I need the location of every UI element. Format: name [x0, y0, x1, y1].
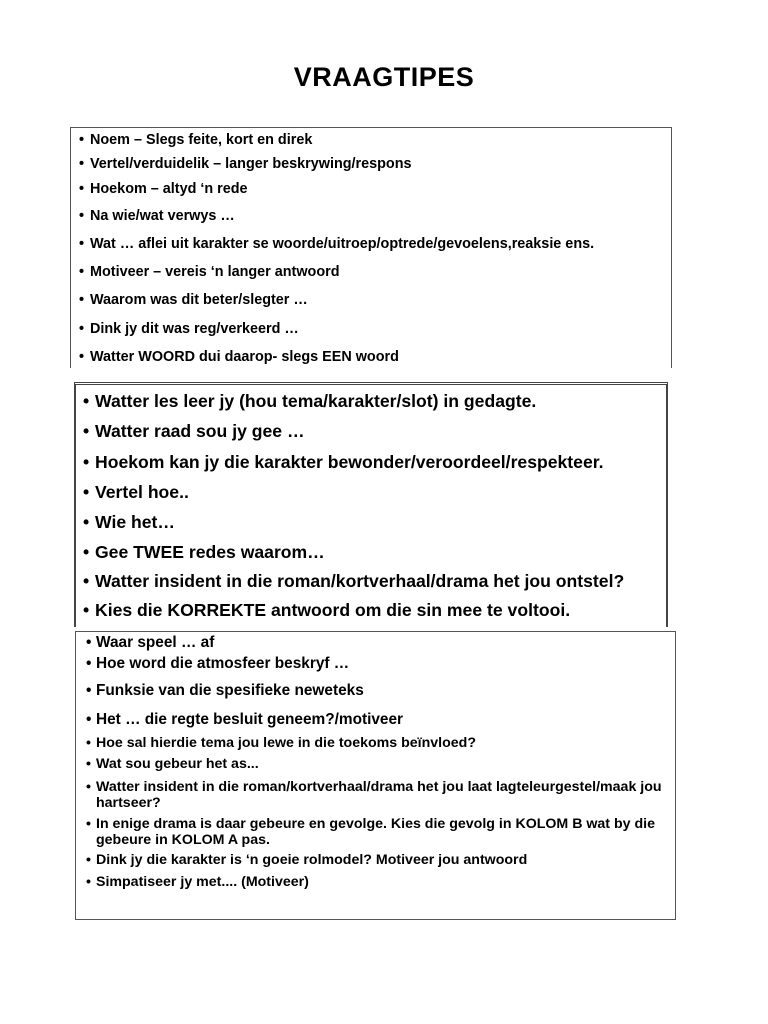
- list-item: • Wat sou gebeur het as...: [86, 756, 259, 772]
- bullet-icon: •: [79, 181, 85, 197]
- bullet-icon: •: [86, 655, 92, 672]
- bullet-icon: •: [79, 132, 85, 148]
- list-item: • Na wie/wat verwys …: [79, 208, 235, 224]
- bullet-icon: •: [79, 236, 85, 252]
- list-item: • Hoe word die atmosfeer beskryf …: [86, 655, 350, 672]
- bullet-icon: •: [86, 874, 91, 890]
- list-item: • Waar speel … af: [86, 634, 215, 651]
- list-item: • Watter insident in die roman/kortverhaal/drama het jou laat lagteleurgestel/maak jou hartseer?: [86, 779, 662, 811]
- bullet-icon: •: [79, 321, 85, 337]
- list-item: • Vertel/verduidelik – langer beskrywing/respons: [79, 156, 412, 172]
- bullet-icon: •: [79, 292, 85, 308]
- bullet-icon: •: [83, 600, 90, 620]
- bullet-icon: •: [86, 682, 92, 699]
- list-item: • Dink jy dit was reg/verkeerd …: [79, 321, 299, 337]
- list-item: • Dink jy die karakter is ‘n goeie rolmodel? Motiveer jou antwoord: [86, 852, 528, 868]
- bullet-icon: •: [86, 816, 91, 832]
- list-item: • Het … die regte besluit geneem?/motiveer: [86, 711, 404, 728]
- bullet-icon: •: [83, 512, 90, 532]
- list-item: • Wat … aflei uit karakter se woorde/uitroep/optrede/gevoelens,reaksie ens.: [79, 236, 595, 252]
- bullet-icon: •: [79, 156, 85, 172]
- list-item: • Watter raad sou jy gee …: [83, 421, 305, 441]
- list-item: • Hoe sal hierdie tema jou lewe in die toekoms beïnvloed?: [86, 735, 477, 751]
- bullet-icon: •: [86, 852, 91, 868]
- list-item: • Gee TWEE redes waarom…: [83, 542, 325, 562]
- bullet-icon: •: [83, 391, 90, 411]
- list-item: • Kies die KORREKTE antwoord om die sin mee te voltooi.: [83, 600, 571, 620]
- list-item: • Hoekom kan jy die karakter bewonder/veroordeel/respekteer.: [83, 452, 604, 472]
- bullet-icon: •: [86, 735, 91, 751]
- question-types-box-2: [74, 382, 668, 627]
- list-item: • Vertel hoe..: [83, 482, 189, 502]
- list-item: • Simpatiseer jy met.... (Motiveer): [86, 874, 309, 890]
- list-item: • Wie het…: [83, 512, 175, 532]
- bullet-icon: •: [79, 264, 85, 280]
- list-item: • Motiveer – vereis ‘n langer antwoord: [79, 264, 340, 280]
- bullet-icon: •: [83, 542, 90, 562]
- list-item: • Watter les leer jy (hou tema/karakter/slot) in gedagte.: [83, 391, 537, 411]
- list-item: • Hoekom – altyd ‘n rede: [79, 181, 248, 197]
- page-title: VRAAGTIPES: [293, 62, 475, 92]
- list-item: • Watter insident in die roman/kortverhaal/drama het jou ontstel?: [83, 571, 625, 591]
- bullet-icon: •: [83, 482, 90, 502]
- list-item: • Waarom was dit beter/slegter …: [79, 292, 308, 308]
- bullet-icon: •: [79, 208, 85, 224]
- list-item: • Noem – Slegs feite, kort en direk: [79, 132, 313, 148]
- question-types-box-3: [75, 631, 676, 920]
- list-item: • In enige drama is daar gebeure en gevolge. Kies die gevolg in KOLOM B wat by die gebeure in KOLOM A pas.: [86, 816, 655, 848]
- bullet-icon: •: [86, 634, 92, 651]
- list-item: • Watter WOORD dui daarop- slegs EEN woord: [79, 349, 399, 365]
- bullet-icon: •: [79, 349, 85, 365]
- bullet-icon: •: [83, 452, 90, 472]
- bullet-icon: •: [86, 779, 91, 795]
- bullet-icon: •: [83, 421, 90, 441]
- bullet-icon: •: [86, 711, 92, 728]
- bullet-icon: •: [86, 756, 91, 772]
- question-types-box-1: [70, 127, 672, 368]
- list-item: • Funksie van die spesifieke neweteks: [86, 682, 364, 699]
- bullet-icon: •: [83, 571, 90, 591]
